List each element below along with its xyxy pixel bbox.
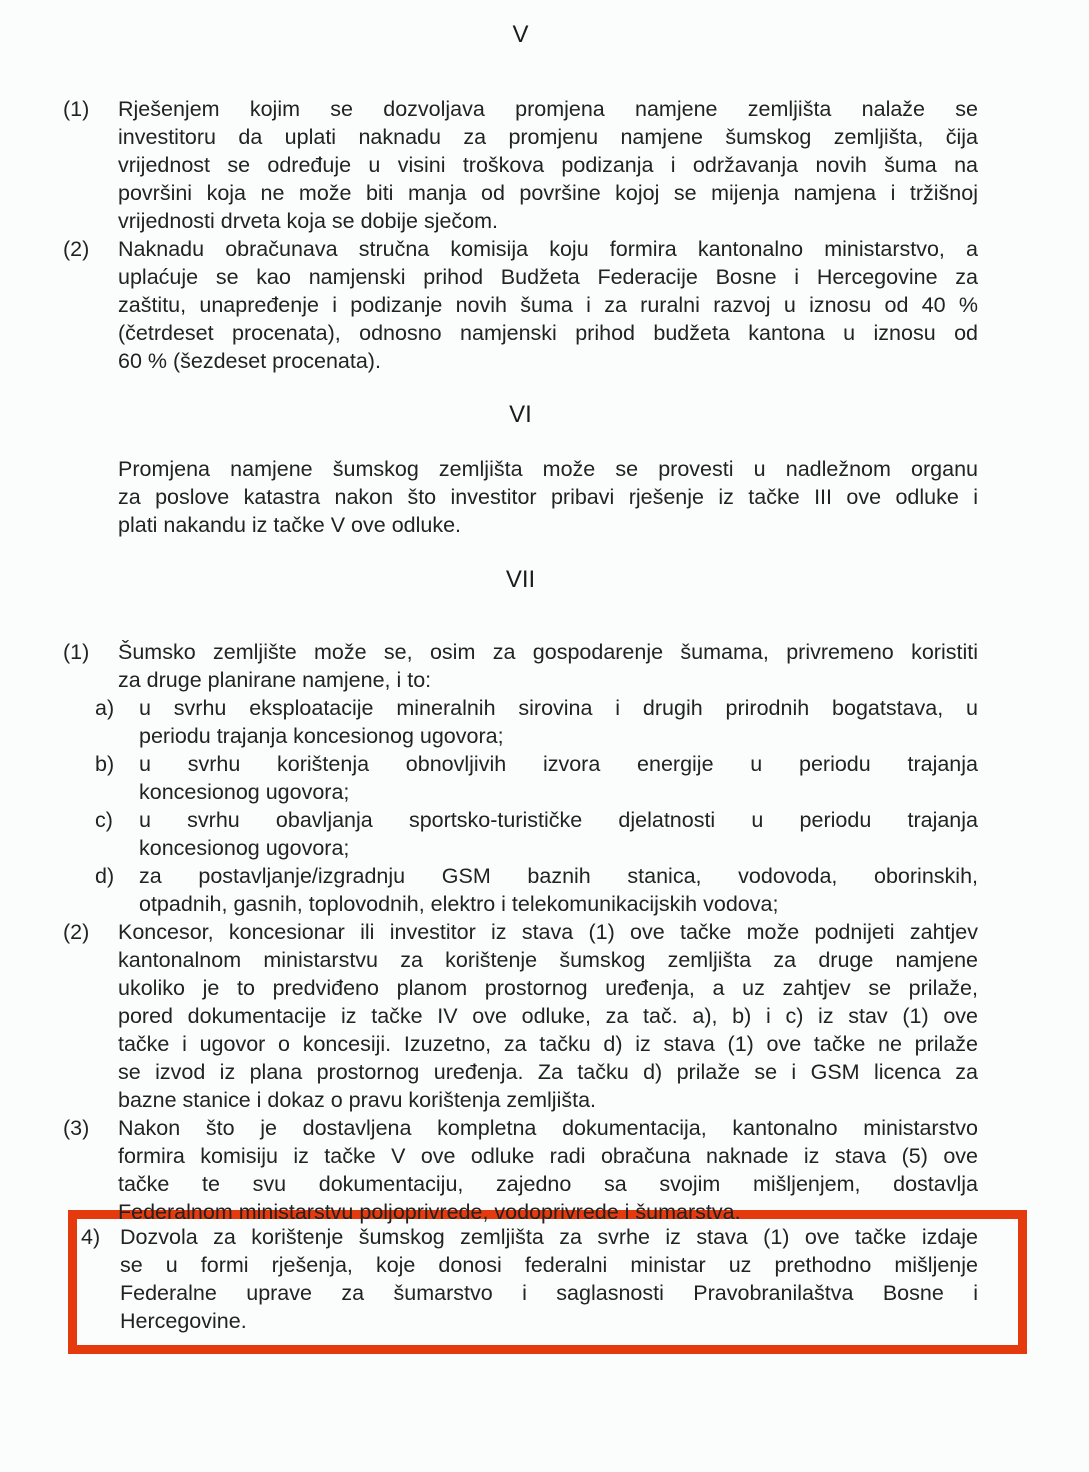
text-line: tačke i ugovor o koncesiji. Izuzetno, za tačku d) iz stava (1) ove tačke ne prilaže xyxy=(118,1032,978,1056)
text-line: za postavljanje/izgradnju GSM baznih stanica, vodovoda, oborinskih, xyxy=(139,864,978,888)
text-line: Nakon što je dostavljena kompletna dokumentacija, kantonalno ministarstvo xyxy=(118,1116,978,1140)
subitem-body xyxy=(139,750,978,806)
item-number: 4) xyxy=(81,1225,101,1249)
text-line: se izvod iz plana prostornog uređenja. Za tačku d) prilaže se i GSM licenca za xyxy=(118,1060,978,1084)
subitem-b xyxy=(95,750,978,806)
text-line: u svrhu eksploatacije mineralnih sirovina i drugih prirodnih bogatstava, u xyxy=(139,696,978,720)
text-line: koncesionog ugovora; xyxy=(139,780,350,804)
highlight-box xyxy=(68,1210,1027,1354)
paragraph-vii-3 xyxy=(63,1114,978,1226)
paragraph-body xyxy=(118,638,978,694)
section-vi-paragraph xyxy=(63,455,978,539)
text-line: vrijednost se određuje u visini troškova podizanja i održavanja novih šuma na xyxy=(118,153,978,177)
text-line: plati nakandu iz tačke V ove odluke. xyxy=(118,513,462,537)
subitem-c xyxy=(95,806,978,862)
text-line: u svrhu korištenja obnovljivih izvora energije u periodu trajanja xyxy=(139,752,978,776)
paragraph-v-1 xyxy=(63,95,978,235)
text-line: Promjena namjene šumskog zemljišta može se provesti u nadležnom organu xyxy=(118,457,978,481)
text-line: pored dokumentacije iz tačke IV ove odluke, za tač. a), b) i c) iz stav (1) ove xyxy=(118,1004,978,1028)
text-line: Rješenjem kojim se dozvoljava promjena namjene zemljišta nalaže se xyxy=(118,97,978,121)
text-line: Naknadu obračunava stručna komisija koju formira kantonalno ministarstvo, a xyxy=(118,237,978,261)
item-number: (3) xyxy=(63,1116,90,1140)
subitem-body xyxy=(139,694,978,750)
item-number: (1) xyxy=(63,640,90,664)
text-line: se u formi rješenja, koje donosi federalni ministar uz prethodno mišljenje xyxy=(120,1253,978,1277)
section-heading-v: V xyxy=(512,21,529,48)
text-line: Šumsko zemljište može se, osim za gospodarenje šumama, privremeno koristiti xyxy=(118,640,978,664)
text-line: površini koja ne može biti manja od površine kojoj se mijenja namjena i tržišnoj xyxy=(118,181,978,205)
text-line: za druge planirane namjene, i to: xyxy=(118,668,432,692)
item-number: (1) xyxy=(63,97,90,121)
text-line: Koncesor, koncesionar ili investitor iz stava (1) ove tačke može podnijeti zahtjev xyxy=(118,920,978,944)
subitem-d xyxy=(95,862,978,918)
subitem-a xyxy=(95,694,978,750)
section-v-paragraphs xyxy=(63,95,978,375)
text-line: koncesionog ugovora; xyxy=(139,836,350,860)
text-line: vrijednosti drveta koja se dobije sječom. xyxy=(118,209,499,233)
text-line: (četrdeset procenata), odnosno namjenski prihod budžeta kantona u iznosu od xyxy=(118,321,978,345)
section-heading-vi: VI xyxy=(509,401,532,428)
paragraph-body xyxy=(120,1223,978,1335)
paragraph-vii-2 xyxy=(63,918,978,1114)
text-line: u svrhu obavljanja sportsko-turističke djelatnosti u periodu trajanja xyxy=(139,808,978,832)
text-line: zaštitu, unapređenje i podizanje novih šuma i za ruralni razvoj u iznosu od 40 % xyxy=(118,293,978,317)
text-line: tačke te svu dokumentaciju, zajedno sa svojim mišljenjem, dostavlja xyxy=(118,1172,978,1196)
item-number: (2) xyxy=(63,237,90,261)
paragraph-body xyxy=(118,95,978,235)
text-line: uplaćuje se kao namjenski prihod Budžeta Federacije Bosne i Hercegovine za xyxy=(118,265,978,289)
item-number: (2) xyxy=(63,920,90,944)
paragraph-body xyxy=(118,1114,978,1226)
text-line: kantonalnom ministarstvu za korištenje šumskog zemljišta za druge namjene xyxy=(118,948,978,972)
text-line: Federalnom ministarstvu poljoprivrede, vodoprivrede i šumarstva. xyxy=(118,1200,741,1224)
paragraph-body xyxy=(118,235,978,375)
text-line: za poslove katastra nakon što investitor pribavi rješenje iz tačke III ove odluke i xyxy=(118,485,978,509)
subitem-letter: a) xyxy=(95,696,115,720)
text-line: Federalne uprave za šumarstvo i saglasnosti Pravobranilaštva Bosne i xyxy=(120,1281,978,1305)
text-line: 60 % (šezdeset procenata). xyxy=(118,349,381,373)
text-line: otpadnih, gasnih, toplovodnih, elektro i telekomunikacijskih vodova; xyxy=(139,892,779,916)
subitem-letter: b) xyxy=(95,752,115,776)
text-line: formira komisiju iz tačke V ove odluke radi obračuna naknade iz stava (5) ove xyxy=(118,1144,978,1168)
paragraph-vii-1 xyxy=(63,638,978,694)
text-line: Dozvola za korištenje šumskog zemljišta za svrhe iz stava (1) ove tačke izdaje xyxy=(120,1225,978,1249)
section-heading-vii: VII xyxy=(505,566,536,593)
paragraph-v-2 xyxy=(63,235,978,375)
subitem-letter: d) xyxy=(95,864,115,888)
subitem-body xyxy=(139,806,978,862)
text-line: periodu trajanja koncesionog ugovora; xyxy=(139,724,504,748)
paragraph-vii-4 xyxy=(81,1223,978,1335)
text-line: ukoliko je to predviđeno planom prostornog uređenja, a uz zahtjev se prilaže, xyxy=(118,976,978,1000)
paragraph-body xyxy=(118,918,978,1114)
subitem-body xyxy=(139,862,978,918)
subitem-letter: c) xyxy=(95,808,113,832)
text-line: bazne stanice i dokaz o pravu korištenja zemljišta. xyxy=(118,1088,597,1112)
text-line: Hercegovine. xyxy=(120,1309,247,1333)
paragraph-vi xyxy=(118,455,978,539)
section-vii-paragraphs xyxy=(63,638,978,1354)
text-line: investitoru da uplati naknadu za promjenu namjene šumskog zemljišta, čija xyxy=(118,125,978,149)
